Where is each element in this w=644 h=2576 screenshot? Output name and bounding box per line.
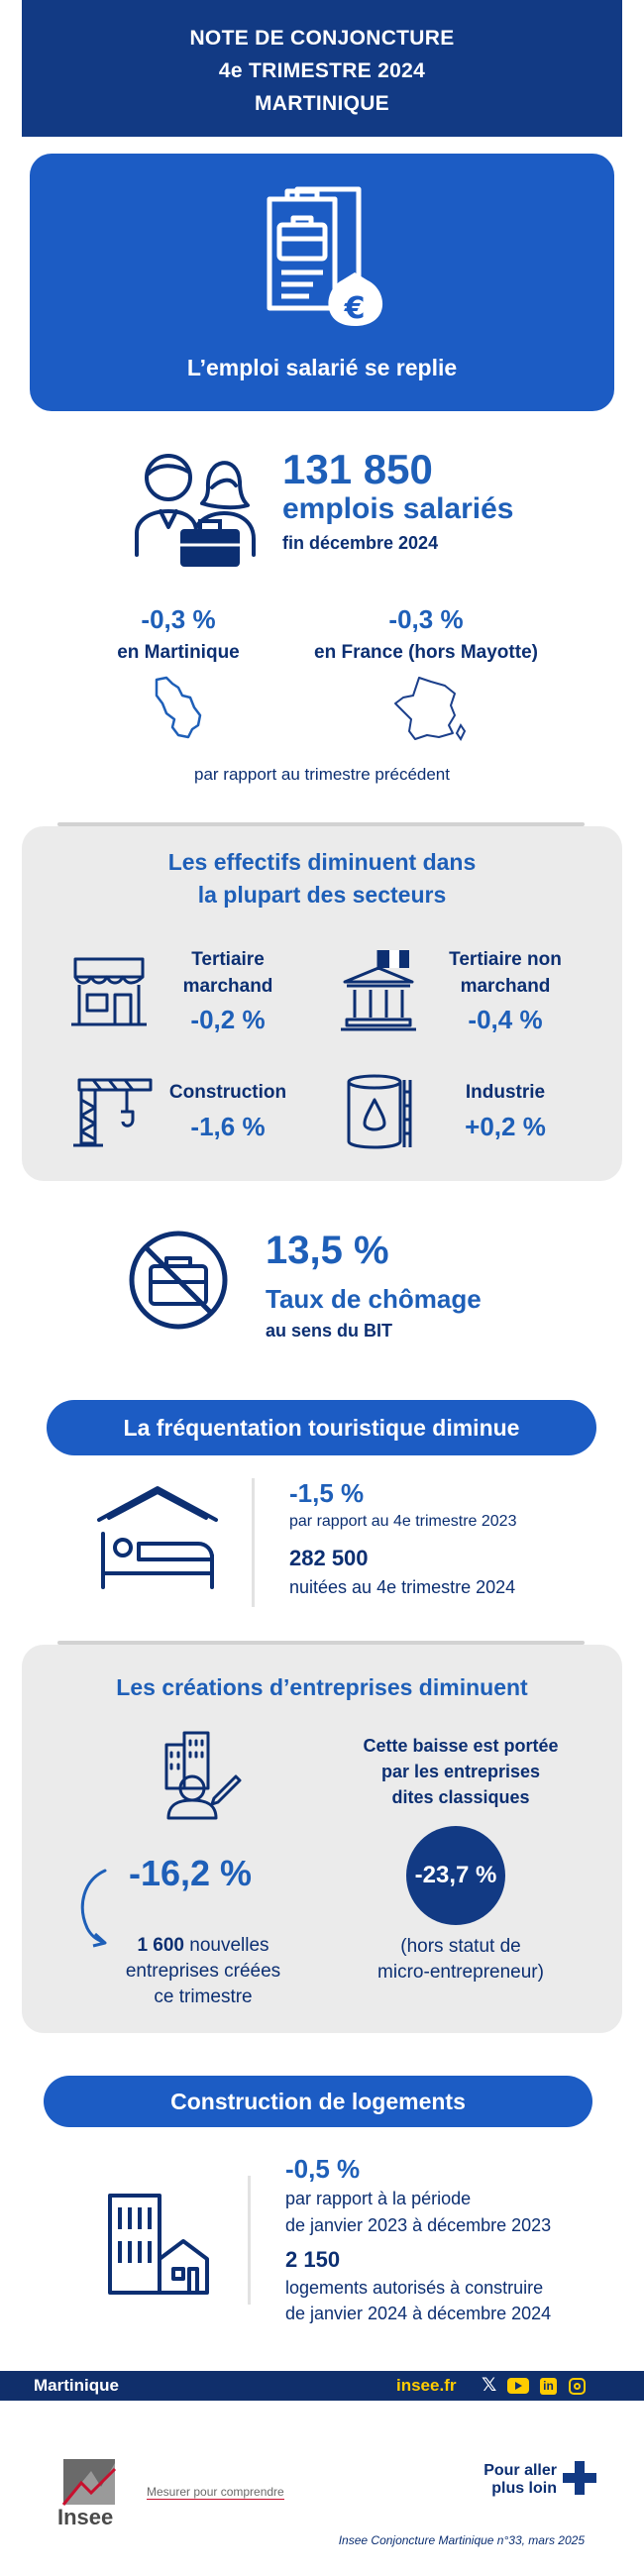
tourisme-nights-note: nuitées au 4e trimestre 2024	[289, 1577, 516, 1597]
no-briefcase-icon	[127, 1229, 230, 1332]
entreprises-circle-value: -23,7 %	[406, 1826, 505, 1925]
entreprises-count-text1: nouvelles	[189, 1935, 269, 1956]
entreprises-right-1: Cette baisse est portée	[363, 1736, 559, 1756]
svg-text:€: €	[344, 291, 366, 326]
entrepreneur-icon	[159, 1729, 242, 1822]
sector-4-label-1: Industrie	[465, 1082, 546, 1103]
instagram-icon[interactable]	[569, 2378, 586, 2395]
emploi-note: par rapport au trimestre précédent	[194, 765, 450, 784]
emploi-label: emplois salariés	[282, 492, 514, 525]
secteurs-title-1: Les effectifs diminuent dans	[167, 849, 477, 875]
entreprises-right-2: par les entreprises	[380, 1762, 541, 1781]
chomage-value: 13,5 %	[266, 1229, 389, 1272]
secteurs-title-2: la plupart des secteurs	[197, 882, 447, 908]
tourisme-banner: La fréquentation touristique diminue	[47, 1400, 596, 1455]
tourisme-divider	[252, 1478, 255, 1607]
sector-4-value: +0,2 %	[465, 1112, 546, 1141]
footer-region: Martinique	[34, 2376, 119, 2395]
plus-icon[interactable]	[563, 2461, 596, 2495]
hotel-bed-icon	[95, 1484, 220, 1593]
footer-site-link[interactable]: insee.fr	[396, 2376, 457, 2395]
hero-card	[30, 154, 614, 411]
more-line-1[interactable]: Pour aller	[483, 2462, 557, 2479]
footer-bar	[0, 2371, 644, 2401]
chomage-label: Taux de chômage	[266, 1284, 482, 1314]
x-icon[interactable]: 𝕏	[482, 2375, 497, 2396]
insee-logo	[61, 2457, 117, 2507]
shop-icon	[69, 951, 149, 1030]
employees-icon	[131, 448, 260, 569]
entreprises-count-text2: entreprises créées	[125, 1961, 281, 1982]
oil-tank-icon	[341, 1072, 412, 1153]
public-building-flag-icon	[339, 946, 418, 1033]
france-map-icon	[389, 674, 469, 743]
logements-divider	[248, 2176, 251, 2305]
logements-count-note-1: logements autorisés à construire	[285, 2278, 544, 2298]
chomage-sub: au sens du BIT	[266, 1321, 393, 1341]
sector-2-label-2: marchand	[460, 976, 551, 997]
entreprises-right-3: dites classiques	[391, 1787, 530, 1807]
entreprises-title: Les créations d’entreprises diminuent	[116, 1674, 528, 1700]
logements-banner: Construction de logements	[44, 2076, 592, 2127]
logements-value: -0,5 %	[285, 2154, 361, 2184]
tourisme-value: -1,5 %	[289, 1478, 365, 1508]
footer-citation: Insee Conjoncture Martinique n°33, mars 2025	[338, 2533, 585, 2547]
entreprises-right-note-2: micro-entrepreneur)	[377, 1962, 544, 1983]
tourisme-nights: 282 500	[289, 1546, 369, 1570]
header-line1: NOTE DE CONJONCTURE	[189, 27, 455, 50]
logements-note-2: de janvier 2023 à décembre 2023	[285, 2215, 552, 2235]
mart-value: -0,3 %	[141, 604, 216, 634]
logements-note-1: par rapport à la période	[285, 2189, 472, 2208]
emploi-number: 131 850	[282, 446, 433, 492]
youtube-icon[interactable]	[507, 2378, 529, 2394]
linkedin-icon[interactable]: in	[540, 2378, 557, 2395]
building-house-icon	[104, 2190, 213, 2299]
insee-slogan: Mesurer pour comprendre	[147, 2485, 284, 2499]
tourisme-value-note: par rapport au 4e trimestre 2023	[289, 1513, 517, 1530]
page-header	[22, 0, 622, 137]
more-line-2[interactable]: plus loin	[491, 2480, 557, 2497]
header-line2: 4e TRIMESTRE 2024	[218, 59, 426, 82]
emploi-date: fin décembre 2024	[282, 533, 439, 553]
sector-3-value: -1,6 %	[190, 1112, 266, 1141]
hero-title: L’emploi salarié se replie	[186, 355, 458, 380]
sector-1-label-2: marchand	[182, 976, 273, 997]
sector-2-label-1: Tertiaire non	[449, 949, 562, 970]
entreprises-count-text3: ce trimestre	[154, 1986, 253, 2007]
martinique-map-icon	[149, 674, 208, 743]
france-label: en France (hors Mayotte)	[314, 642, 538, 663]
entreprises-count-line	[99, 1935, 307, 1957]
insee-brand: Insee	[57, 2505, 114, 2529]
entreprises-right-note-1: (hors statut de	[400, 1936, 521, 1957]
sector-1-value: -0,2 %	[190, 1005, 266, 1034]
logements-count-note-2: de janvier 2024 à décembre 2024	[285, 2304, 552, 2323]
entreprises-value: -16,2 %	[129, 1853, 253, 1893]
sector-3-label-1: Construction	[168, 1082, 287, 1103]
logements-count: 2 150	[285, 2247, 341, 2272]
documents-briefcase-euro-icon	[250, 181, 398, 330]
entreprises-count: 1 600	[137, 1935, 184, 1956]
header-line3: MARTINIQUE	[255, 92, 389, 115]
mart-label: en Martinique	[117, 642, 240, 663]
sector-1-label-1: Tertiaire	[191, 949, 265, 970]
crane-icon	[71, 1076, 153, 1147]
france-value: -0,3 %	[388, 604, 464, 634]
sector-2-value: -0,4 %	[468, 1005, 543, 1034]
